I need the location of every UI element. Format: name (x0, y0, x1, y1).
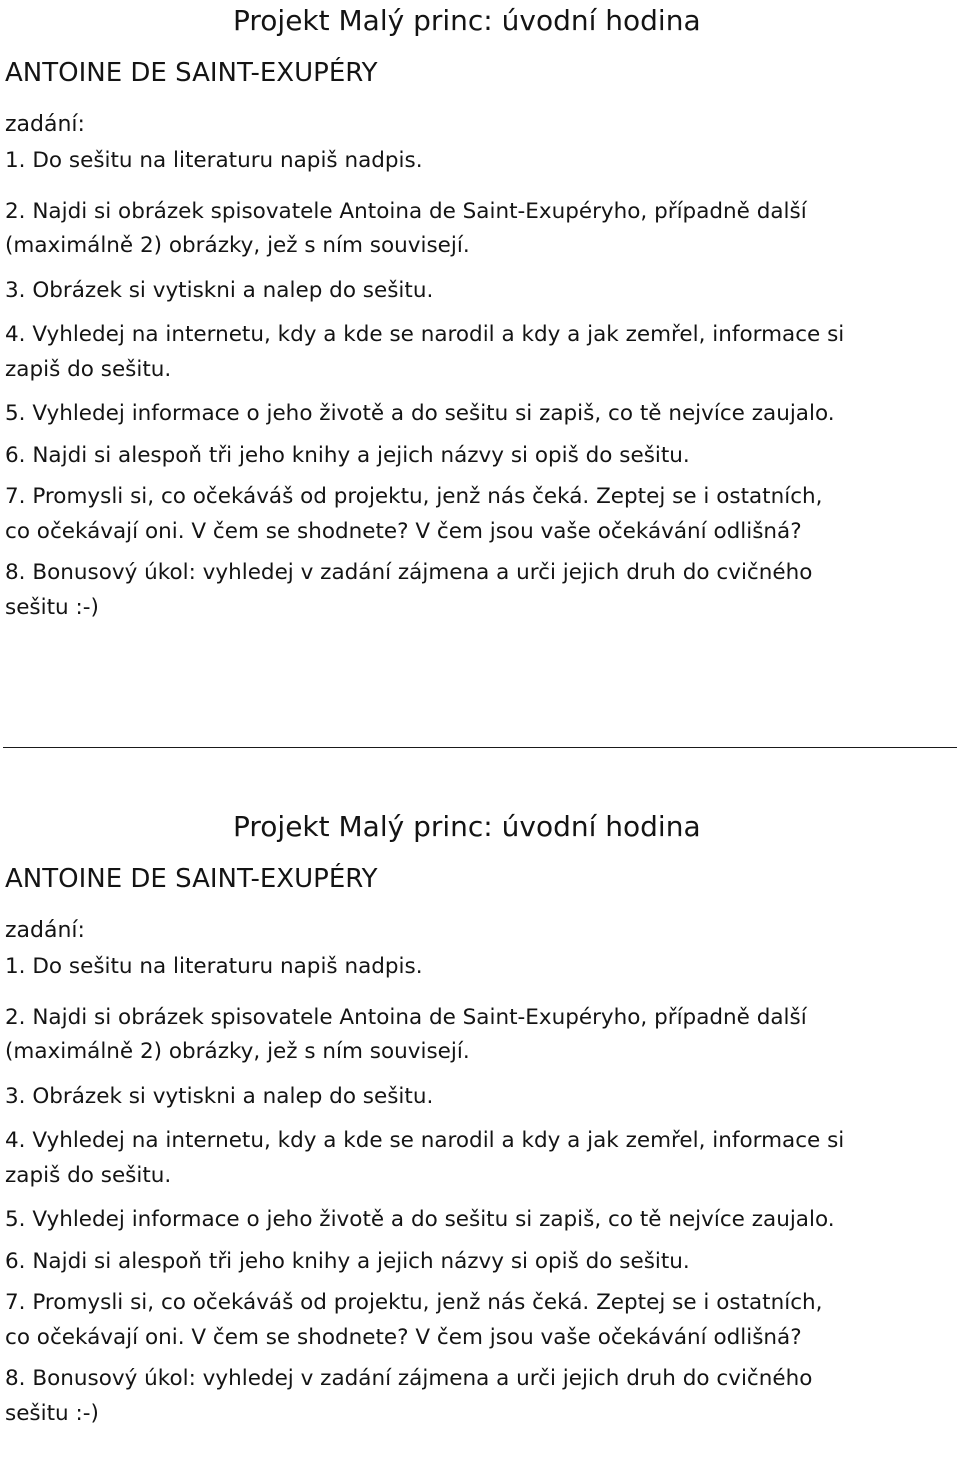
task-line: 8. Bonusový úkol: vyhledej v zadání zájmena a urči jejich druh do cvičného (5, 560, 813, 585)
task-line: 4. Vyhledej na internetu, kdy a kde se narodil a kdy a jak zemřel, informace si (5, 1128, 845, 1153)
task-item-7 (5, 480, 955, 549)
task-line: 1. Do sešitu na literaturu napiš nadpis. (5, 954, 423, 979)
task-list (5, 144, 955, 625)
task-line: co očekávají oni. V čem se shodnete? V čem jsou vaše očekávání odlišná? (5, 518, 802, 544)
task-line: (maximálně 2) obrázky, jež s ním souvisejí. (5, 233, 470, 258)
task-line: 4. Vyhledej na internetu, kdy a kde se narodil a kdy a jak zemřel, informace si (5, 322, 845, 347)
task-line: sešitu :-) (5, 1400, 99, 1426)
task-item-1 (5, 144, 955, 179)
task-line: 3. Obrázek si vytiskni a nalep do sešitu. (5, 1083, 434, 1109)
task-item-5 (5, 397, 955, 432)
task-line: 7. Promysli si, co očekáváš od projektu, jenž nás čeká. Zeptej se i ostatních, (5, 484, 823, 509)
task-line: 3. Obrázek si vytiskni a nalep do sešitu. (5, 277, 434, 303)
task-line: zapiš do sešitu. (5, 1162, 172, 1188)
task-item-6 (5, 439, 955, 474)
task-line: 1. Do sešitu na literaturu napiš nadpis. (5, 148, 423, 173)
task-line: zapiš do sešitu. (5, 356, 172, 382)
page-title: Projekt Malý princ: úvodní hodina (233, 810, 701, 843)
task-item-6 (5, 1245, 955, 1280)
task-item-5 (5, 1203, 955, 1238)
task-item-4 (5, 1124, 955, 1193)
task-line: (maximálně 2) obrázky, jež s ním souvisejí. (5, 1039, 470, 1064)
task-item-3 (5, 1080, 955, 1115)
task-list (5, 950, 955, 1431)
task-line: 2. Najdi si obrázek spisovatele Antoina de Saint-Exupéryho, případně další (5, 1004, 807, 1030)
task-item-4 (5, 318, 955, 387)
task-item-1 (5, 950, 955, 985)
author-heading: ANTOINE DE SAINT-EXUPÉRY (5, 58, 378, 88)
page-title: Projekt Malý princ: úvodní hodina (233, 4, 701, 37)
task-line: 8. Bonusový úkol: vyhledej v zadání zájmena a urči jejich druh do cvičného (5, 1366, 813, 1391)
task-item-7 (5, 1286, 955, 1355)
task-line: 6. Najdi si alespoň tři jeho knihy a jejich názvy si opiš do sešitu. (5, 1248, 690, 1274)
task-item-2 (5, 195, 955, 264)
task-line: co očekávají oni. V čem se shodnete? V čem jsou vaše očekávání odlišná? (5, 1324, 802, 1350)
task-line: 2. Najdi si obrázek spisovatele Antoina de Saint-Exupéryho, případně další (5, 198, 807, 224)
task-line: sešitu :-) (5, 594, 99, 620)
task-item-3 (5, 274, 955, 309)
task-line: 6. Najdi si alespoň tři jeho knihy a jejich názvy si opiš do sešitu. (5, 442, 690, 468)
assignment-label: zadání: (5, 112, 85, 137)
task-item-2 (5, 1001, 955, 1070)
task-line: 7. Promysli si, co očekáváš od projektu, jenž nás čeká. Zeptej se i ostatních, (5, 1290, 823, 1315)
task-line: 5. Vyhledej informace o jeho životě a do sešitu si zapiš, co tě nejvíce zaujalo. (5, 1207, 835, 1232)
assignment-label: zadání: (5, 918, 85, 943)
task-item-8 (5, 1362, 955, 1431)
task-line: 5. Vyhledej informace o jeho životě a do sešitu si zapiš, co tě nejvíce zaujalo. (5, 401, 835, 426)
author-heading: ANTOINE DE SAINT-EXUPÉRY (5, 864, 378, 894)
cut-line-divider (3, 747, 957, 748)
task-item-8 (5, 556, 955, 625)
